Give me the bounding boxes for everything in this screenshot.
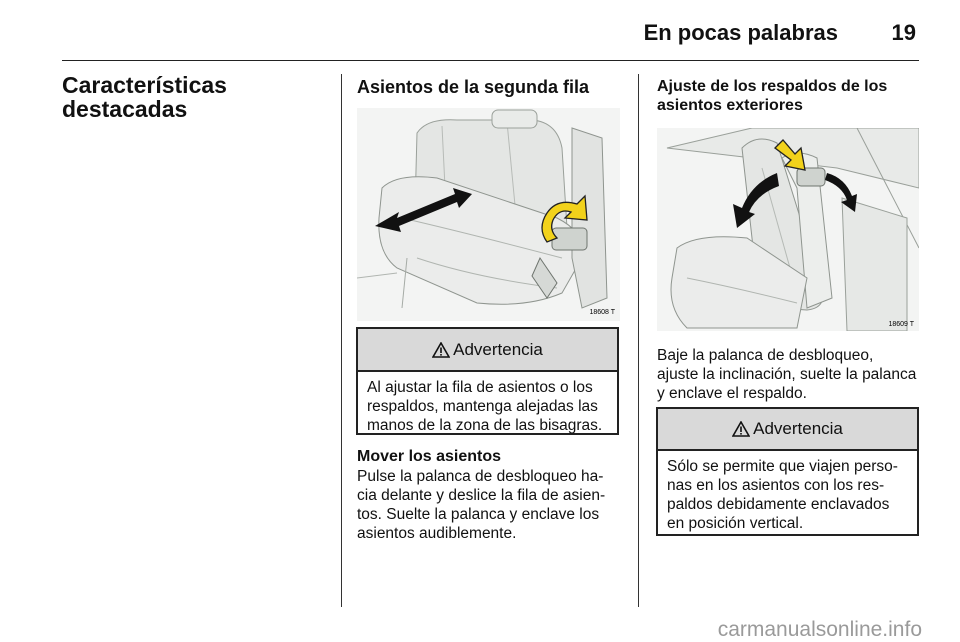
seats-drawing	[357, 108, 620, 321]
backrest-text-line: ajuste la inclinación, suelte la palanca	[657, 366, 917, 383]
second-row-seats-heading: Asientos de la segunda fila	[357, 77, 590, 97]
move-seats-heading: Mover los asientos	[357, 448, 502, 465]
warning-triangle-icon	[432, 342, 450, 358]
warning-text-line: respaldos, mantenga alejadas las	[367, 398, 598, 415]
warning-title: Advertencia	[753, 419, 843, 438]
figure-code: 18608 T	[589, 309, 615, 316]
move-seats-line: cia delante y deslice la fila de asien-	[357, 487, 606, 504]
backrest-heading-line: asientos exteriores	[657, 97, 803, 114]
page-number: 19	[891, 20, 916, 45]
warning-triangle-icon	[732, 421, 750, 437]
header-divider	[62, 60, 919, 61]
warning-text-line: Sólo se permite que viajen perso-	[667, 458, 898, 475]
backrest-drawing	[657, 128, 919, 331]
backrest-text-line: y enclave el respaldo.	[657, 385, 807, 402]
warning-text	[358, 372, 617, 440]
move-seats-text	[357, 467, 619, 543]
backrest-adjust-heading	[657, 77, 922, 115]
section-title	[62, 73, 322, 121]
warning-title: Advertencia	[453, 339, 543, 359]
warning-text-line: paldos debidamente enclavados	[667, 496, 890, 513]
warning-text-line: Al ajustar la fila de asientos o los	[367, 379, 593, 396]
header-title: En pocas palabras	[643, 20, 838, 45]
second-row-seats-illustration	[357, 108, 620, 321]
backrest-adjust-illustration	[657, 128, 919, 331]
column-divider-left	[341, 74, 342, 607]
footer-watermark: carmanualsonline.info	[717, 618, 922, 641]
warning-header	[358, 329, 617, 372]
warning-text-line: en posición vertical.	[667, 515, 804, 532]
section-title-line: destacadas	[62, 96, 188, 122]
section-title-line: Características	[62, 72, 227, 98]
figure-code: 18609 T	[888, 321, 914, 328]
warning-text	[658, 451, 917, 538]
backrest-adjust-text	[657, 346, 922, 403]
column-divider-right	[638, 74, 639, 607]
move-seats-line: asientos audiblemente.	[357, 525, 517, 542]
warning-text-line: nas en los asientos con los res-	[667, 477, 885, 494]
seat-hinge-warning-box	[356, 327, 619, 435]
move-seats-line: tos. Suelte la palanca y enclave los	[357, 506, 600, 523]
move-seats-line: Pulse la palanca de desbloqueo ha-	[357, 468, 604, 485]
warning-text-line: manos de la zona de las bisagras.	[367, 417, 603, 434]
warning-header	[658, 409, 917, 451]
backrest-locked-warning-box	[656, 407, 919, 536]
backrest-text-line: Baje la palanca de desbloqueo,	[657, 347, 874, 364]
backrest-heading-line: Ajuste de los respaldos de los	[657, 78, 888, 95]
